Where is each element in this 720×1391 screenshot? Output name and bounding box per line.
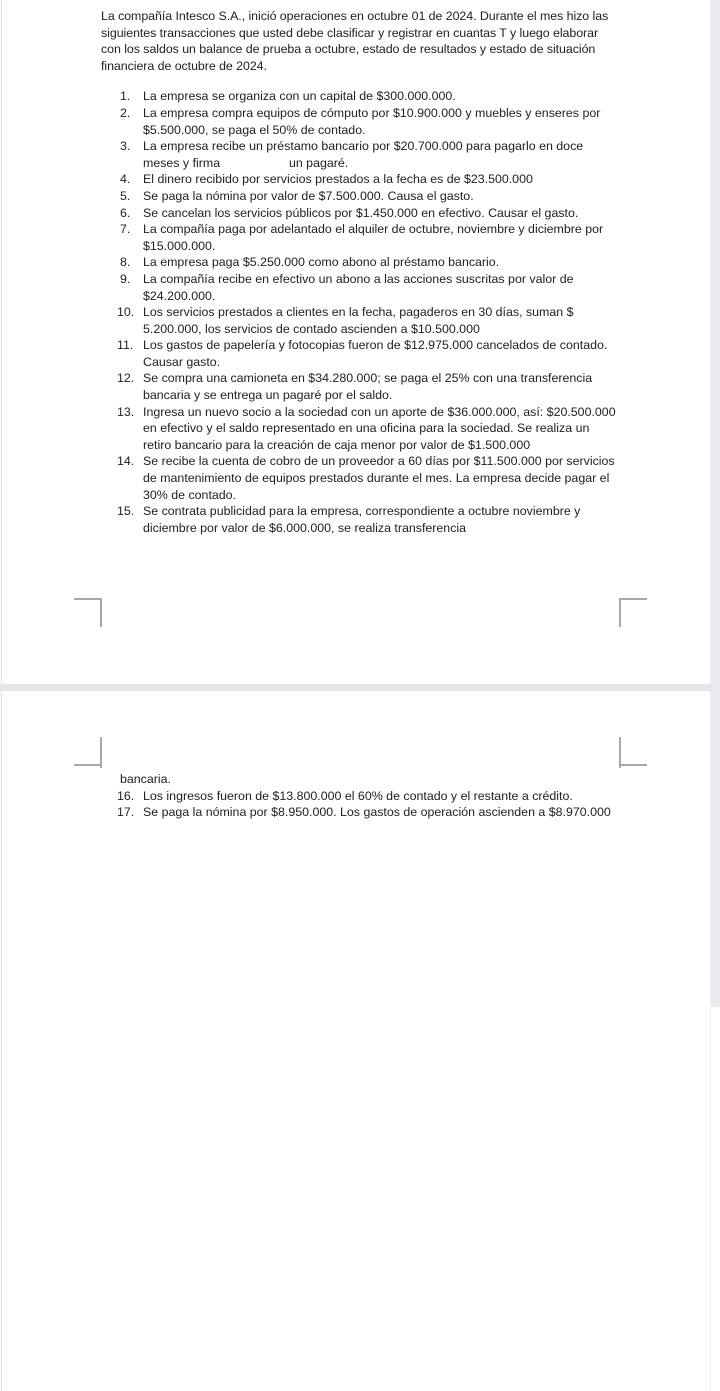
list-item-number: 14. (117, 454, 135, 469)
list-item-number: 17. (117, 805, 135, 820)
list-item-text: La empresa paga $5.250.000 como abono al préstamo bancario. (143, 255, 500, 270)
list-item (101, 221, 621, 254)
intro-paragraph: La compañía Intesco S.A., inició operaciones en octubre 01 de 2024. Durante el mes hizo las siguientes transacciones que usted debe clasificar y registrar en cuantas T y luego elaborar con los saldos un balance de prueba a octubre, estado de resultados y estado de situación financiera de octubre de 2024. (101, 9, 609, 73)
transactions-list-page-2 (101, 788, 621, 821)
list-item-text: La empresa recibe un préstamo bancario por $20.700.000 para pagarlo en doce meses y firma un pagaré. (143, 139, 587, 170)
list-item-text: Los servicios prestados a clientes en la fecha, pagaderos en 30 días, suman $ 5.200.000, los servicios de contado ascienden a $10.500.000 (143, 305, 577, 336)
list-item-number: 12. (117, 371, 135, 386)
list-item (101, 788, 621, 805)
list-item-number: 3. (120, 139, 131, 154)
list-item-number: 10. (117, 305, 135, 320)
list-item-text: Los gastos de papelería y fotocopias fueron de $12.975.000 cancelados de contado. Causar gasto. (143, 338, 611, 369)
list-item-text: La compañía paga por adelantado el alquiler de octubre, noviembre y diciembre por $15.000.000. (143, 222, 607, 253)
list-item (101, 337, 621, 370)
list-item-number: 1. (120, 89, 131, 104)
list-item (101, 188, 621, 205)
list-item-number: 11. (117, 338, 134, 353)
list-item-number: 5. (120, 188, 131, 203)
margin-mark-top-right (619, 737, 647, 766)
list-item (101, 804, 621, 821)
page-1-content (101, 8, 621, 536)
document-page-1 (1, 0, 711, 685)
list-item-text: El dinero recibido por servicios prestados a la fecha es de $23.500.000 (143, 172, 533, 187)
list-item (101, 453, 621, 503)
list-item (101, 254, 621, 271)
page-separator-gap (0, 684, 711, 691)
margin-mark-top-left (74, 737, 102, 766)
continuation-text: bancaria. (120, 772, 171, 786)
list-item-text: Se recibe la cuenta de cobro de un proveedor a 60 días por $11.500.000 por servicios de mantenimiento de equipos prestados durante el mes. La empresa decide pagar el 30% de contado. (143, 454, 619, 502)
list-item-number: 7. (120, 222, 131, 237)
list-item-text: Se cancelan los servicios públicos por $1.450.000 en efectivo. Causar el gasto. (143, 205, 579, 220)
list-item-number: 13. (117, 404, 135, 419)
list-item-text: Se compra una camioneta en $34.280.000; se paga el 25% con una transferencia bancaria y se entrega un pagaré por el saldo. (143, 371, 596, 403)
list-item (101, 171, 621, 188)
list-item (101, 271, 621, 304)
list-item-number: 8. (120, 255, 131, 270)
margin-mark-bottom-left (74, 598, 102, 627)
list-item (101, 88, 621, 105)
list-item-text: Se paga la nómina por $8.950.000. Los gastos de operación ascienden a $8.970.000 (143, 805, 611, 820)
list-item-text: La empresa compra equipos de cómputo por $10.900.000 y muebles y enseres por $5.500.000, se paga el 50% de contado. (143, 105, 604, 137)
list-item-number: 2. (120, 105, 131, 120)
page-2-content (101, 771, 621, 821)
list-item-number: 16. (117, 788, 135, 803)
list-item (101, 138, 621, 171)
list-item (101, 304, 621, 337)
list-item (101, 503, 621, 536)
list-item-text: Se contrata publicidad para la empresa, correspondiente a octubre noviembre y diciembre por valor de $6.000.000, se realiza transferencia (143, 504, 584, 535)
list-item (101, 370, 621, 403)
transactions-list-page-1 (101, 88, 621, 536)
list-item-text: Los ingresos fueron de $13.800.000 el 60% de contado y el restante a crédito. (143, 788, 573, 803)
list-item (101, 404, 621, 454)
list-item-text: Ingresa un nuevo socio a la sociedad con un aporte de $36.000.000, así: $20.500.000 en efectivo y el saldo representado en una oficina para la sociedad. Se realiza un retiro bancario para la creación de caja menor por valor de $1.500.000 (143, 404, 620, 452)
list-item-number: 15. (117, 504, 135, 519)
list-item (101, 205, 621, 222)
document-page-2 (1, 691, 711, 1391)
list-item-text: La compañía recibe en efectivo un abono a las acciones suscritas por valor de $24.200.000. (143, 271, 577, 303)
list-item-number: 6. (120, 205, 131, 220)
list-item-text: La empresa se organiza con un capital de $300.000.000. (143, 89, 456, 104)
vertical-scrollbar[interactable] (711, 0, 720, 1007)
list-item-number: 4. (120, 172, 131, 187)
margin-mark-bottom-right (619, 598, 647, 627)
list-item-number: 9. (120, 271, 131, 286)
list-item-text: Se paga la nómina por valor de $7.500.000. Causa el gasto. (143, 188, 474, 203)
spacer (101, 74, 621, 88)
list-item (101, 105, 621, 138)
